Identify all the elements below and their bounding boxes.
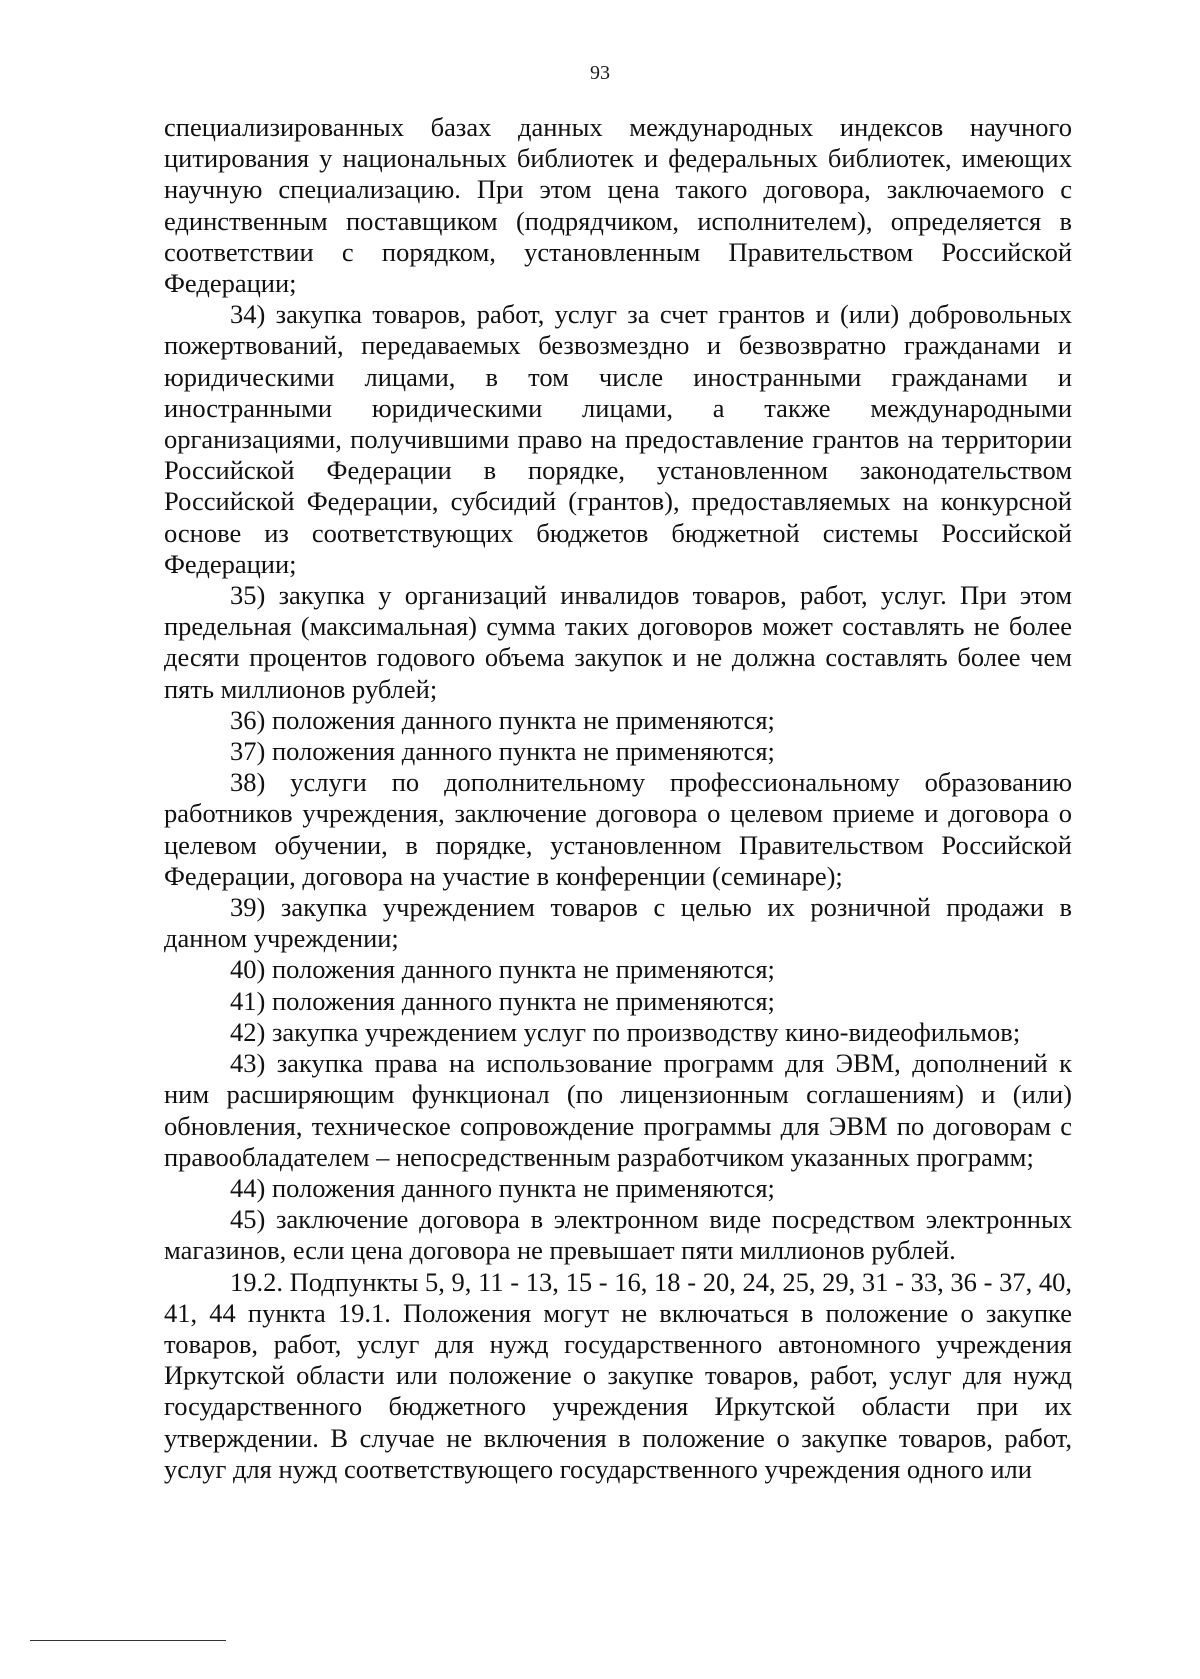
paragraph-item-43: 43) закупка права на использование программ для ЭВМ, дополнений к ним расширяющим функционал (по лицензионным соглашениям) и (или) обновления, техническое сопровождение программы для ЭВМ по договорам с правообладателем – непосредственным разработчиком указанных программ; [164, 1048, 1072, 1172]
footer-divider [30, 1640, 226, 1641]
document-body [164, 112, 1072, 1485]
paragraph-item-44: 44) положения данного пункта не применяются; [230, 1172, 775, 1203]
paragraph-item-42: 42) закупка учреждением услуг по производству кино-видеофильмов; [230, 1016, 1021, 1047]
page-number: 93 [590, 62, 610, 84]
paragraph-item-39: 39) закупка учреждением товаров с целью их розничной продажи в данном учреждении; [164, 892, 1072, 954]
paragraph-item-38: 38) услуги по дополнительному профессиональному образованию работников учреждения, заключение договора о целевом приеме и договора о целевом обучении, в порядке, установленном Правительством Российской Федерации, договора на участие в конференции (семинаре); [164, 767, 1072, 891]
paragraph-item-36: 36) положения данного пункта не применяются; [230, 704, 775, 735]
paragraph-item-45: 45) заключение договора в электронном виде посредством электронных магазинов, если цена договора не превышает пяти миллионов рублей. [164, 1204, 1072, 1266]
paragraph-item-35: 35) закупка у организаций инвалидов товаров, работ, услуг. При этом предельная (максимальная) сумма таких договоров может составлять не более десяти процентов годового объема закупок и не должна составлять более чем пять миллионов рублей; [164, 580, 1072, 704]
paragraph-item-40: 40) положения данного пункта не применяются; [230, 954, 775, 985]
paragraph-section-19-2: 19.2. Подпункты 5, 9, 11 - 13, 15 - 16, 18 - 20, 24, 25, 29, 31 - 33, 36 - 37, 40, 41, 44 пункта 19.1. Положения могут не включаться в положение о закупке товаров, работ, услуг для нужд государственного автономного учреждения Иркутской области или положение о закупке товаров, работ, услуг для нужд государственного бюджетного учреждения Иркутской области при их утверждении. В случае не включения в положение о закупке товаров, работ, услуг для нужд соответствующего государственного учреждения одного или [164, 1266, 1072, 1484]
paragraph-item-37: 37) положения данного пункта не применяются; [230, 736, 775, 767]
paragraph-item-34: 34) закупка товаров, работ, услуг за счет грантов и (или) добровольных пожертвований, передаваемых безвозмездно и безвозвратно гражданами и юридическими лицами, в том числе иностранными гражданами и иностранными юридическими лицами, а также международными организациями, получившими право на предоставление грантов на территории Российской Федерации в порядке, установленном законодательством Российской Федерации, субсидий (грантов), предоставляемых на конкурсной основе из соответствующих бюджетов бюджетной системы Российской Федерации; [164, 299, 1072, 579]
paragraph-item-41: 41) положения данного пункта не применяются; [230, 985, 775, 1016]
paragraph-continuation: специализированных базах данных международных индексов научного цитирования у национальных библиотек и федеральных библиотек, имеющих научную специализацию. При этом цена такого договора, заключаемого с единственным поставщиком (подрядчиком, исполнителем), определяется в соответствии с порядком, установленным Правительством Российской Федерации; [164, 112, 1072, 299]
